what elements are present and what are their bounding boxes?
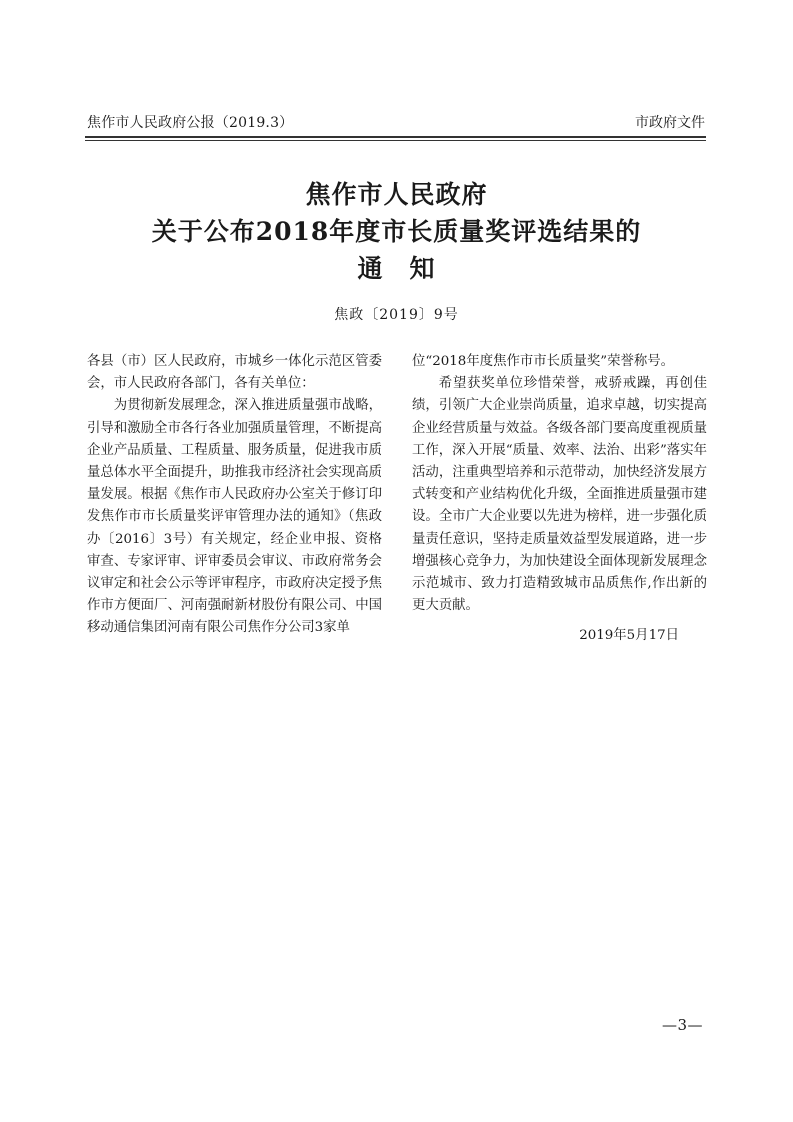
document-title bbox=[0, 176, 793, 287]
issue-date: 2019年5月17日 bbox=[579, 628, 679, 644]
header-rule-thin bbox=[85, 140, 706, 141]
body-column-left bbox=[87, 351, 382, 640]
header-rule-thick bbox=[85, 136, 706, 138]
page-number: —3— bbox=[661, 1016, 703, 1034]
body-column-right bbox=[412, 351, 707, 648]
paragraph-2: 希望获奖单位珍惜荣誉，戒骄戒躁，再创佳绩，引领广大企业崇尚质量，追求卓越，切实提高企业经营质量与效益。各级各部门要高度重视质量工作，深入开展“质量、效率、法治、出彩”落实年活动，注重典型培养和示范带动，加快经济发展方式转变和产业结构优化升级，全面推进质量强市建设。全市广大企业要以先进为榜样，进一步强化质量责任意识，坚持走质量效益型发展道路，进一步增强核心竞争力，为加快建设全面体现新发展理念示范城市、致力打造精致城市品质焦作,作出新的更大贡献。 bbox=[412, 376, 707, 614]
header-publication: 焦作市人民政府公报（2019.3） bbox=[87, 115, 294, 131]
title-line-3: 通 知 bbox=[357, 254, 436, 283]
title-line-2: 关于公布2018年度市长质量奖评选结果的 bbox=[151, 217, 642, 246]
paragraph-1-continued: 位“2018年度焦作市市长质量奖”荣誉称号。 bbox=[412, 354, 675, 369]
paragraph-1: 为贯彻新发展理念，深入推进质量强市战略，引导和激励全市各行各业加强质量管理，不断提高企业产品质量、工程质量、服务质量，促进我市质量总体水平全面提升，助推我市经济社会实现高质量发展。根据《焦作市人民政府办公室关于修订印发焦作市市长质量奖评审管理办法的通知》（焦政办〔2016〕3号）有关规定，经企业申报、资格审查、专家评审、评审委员会审议、市政府常务会议审定和社会公示等评审程序，市政府决定授予焦作市方便面厂、河南强耐新材股份有限公司、中国移动通信集团河南有限公司焦作分公司3家单 bbox=[87, 398, 382, 636]
title-line-1: 焦作市人民政府 bbox=[305, 180, 488, 209]
document-number: 焦政〔2019〕9号 bbox=[334, 307, 459, 323]
header-section: 市政府文件 bbox=[635, 115, 705, 131]
salutation: 各县（市）区人民政府，市城乡一体化示范区管委会，市人民政府各部门，各有关单位： bbox=[87, 354, 382, 392]
